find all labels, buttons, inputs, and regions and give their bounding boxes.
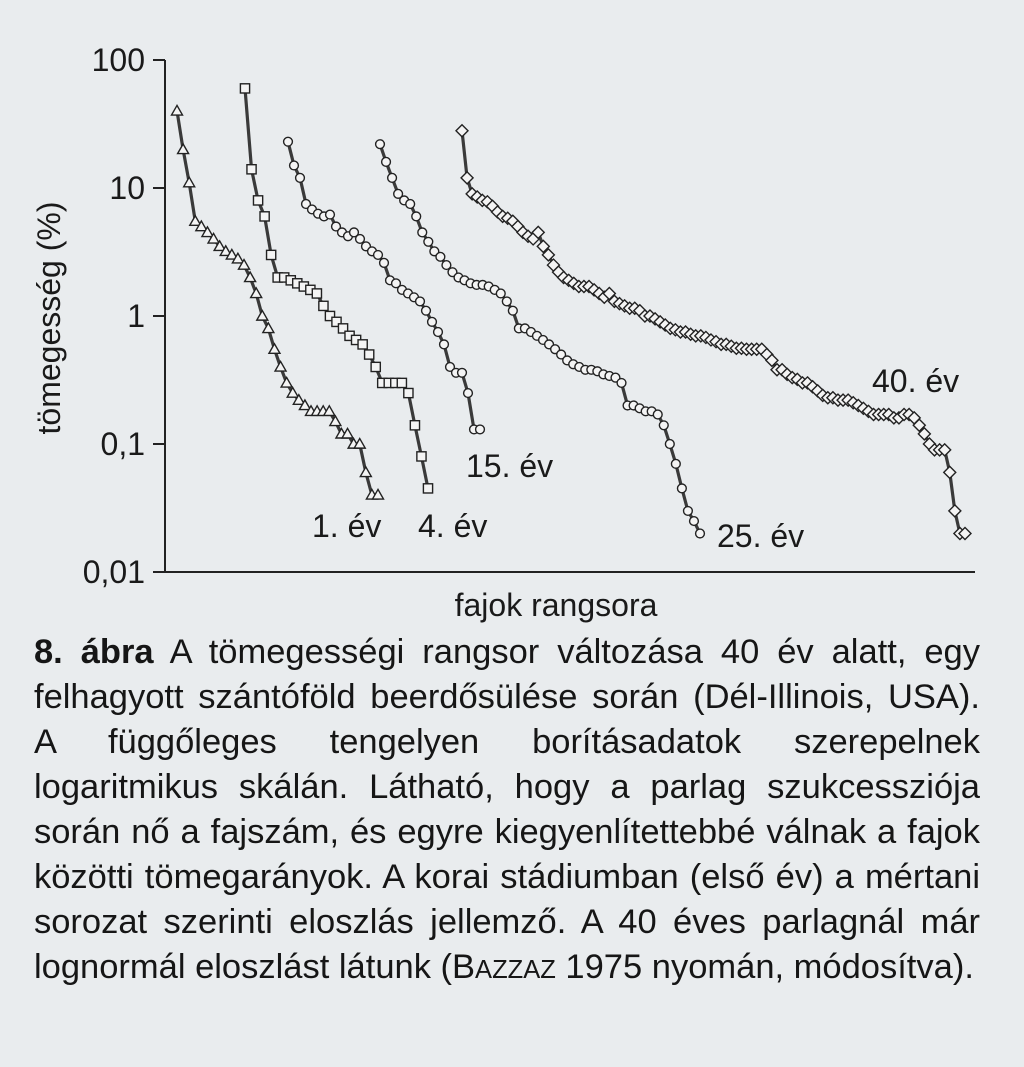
circle-marker <box>458 368 467 377</box>
circle-marker <box>665 440 674 449</box>
circle-marker <box>388 173 397 182</box>
y-tick-label: 100 <box>91 42 145 78</box>
square-marker <box>410 421 419 430</box>
circle-marker <box>380 258 389 267</box>
triangle-marker <box>360 467 371 477</box>
series-label: 40. év <box>872 363 960 399</box>
y-tick-label: 0,1 <box>100 426 145 462</box>
square-marker <box>423 484 432 493</box>
circle-marker <box>326 210 335 219</box>
series-group <box>172 84 972 540</box>
triangle-marker <box>251 288 262 298</box>
series-label: 25. év <box>717 518 805 554</box>
triangle-marker <box>184 177 195 187</box>
circle-marker <box>284 137 293 146</box>
circle-marker <box>617 379 626 388</box>
circle-marker <box>374 251 383 260</box>
square-marker <box>319 301 328 310</box>
figure-caption <box>34 630 980 993</box>
y-tick-label: 10 <box>109 170 145 206</box>
square-marker <box>365 350 374 359</box>
circle-marker <box>508 306 517 315</box>
square-marker <box>253 196 262 205</box>
circle-marker <box>412 212 421 221</box>
series-label: 15. év <box>466 448 554 484</box>
square-marker <box>417 452 426 461</box>
circle-marker <box>690 517 699 526</box>
circle-marker <box>418 228 427 237</box>
circle-marker <box>290 161 299 170</box>
circle-marker <box>476 425 485 434</box>
circle-marker <box>416 297 425 306</box>
square-marker <box>247 165 256 174</box>
y-tick-label: 0,01 <box>82 554 145 590</box>
y-axis-label: tömegesség (%) <box>31 201 67 435</box>
circle-marker <box>296 173 305 182</box>
circle-marker <box>684 507 693 516</box>
square-marker <box>312 289 321 298</box>
triangle-marker <box>178 144 189 154</box>
circle-marker <box>428 317 437 326</box>
circle-marker <box>496 289 505 298</box>
circle-marker <box>436 252 445 261</box>
diamond-marker <box>949 505 961 517</box>
triangle-marker <box>275 361 286 371</box>
caption-text-2: 1975 nyomán, módosítva). <box>555 948 974 986</box>
circle-marker <box>440 340 449 349</box>
triangle-marker <box>172 105 183 115</box>
circle-marker <box>653 410 662 419</box>
circle-marker <box>422 306 431 315</box>
caption-author-rest: AZZAZ <box>475 956 556 984</box>
circle-marker <box>424 237 433 246</box>
square-marker <box>358 340 367 349</box>
circle-marker <box>659 421 668 430</box>
diamond-marker <box>944 466 956 478</box>
x-axis-label: fajok rangsora <box>454 587 658 623</box>
axes <box>153 60 975 572</box>
square-marker <box>371 362 380 371</box>
tick-labels <box>83 42 145 590</box>
circle-marker <box>464 389 473 398</box>
triangle-marker <box>281 377 292 387</box>
triangle-marker <box>257 311 268 321</box>
square-marker <box>260 212 269 221</box>
circle-marker <box>356 235 365 244</box>
circle-marker <box>376 140 385 149</box>
square-marker <box>397 378 406 387</box>
circle-marker <box>696 529 705 538</box>
series-label: 1. év <box>312 508 382 544</box>
circle-marker <box>502 297 511 306</box>
diamond-marker <box>461 172 473 184</box>
square-marker <box>267 250 276 259</box>
caption-text-1: A tömegességi rangsor változása 40 év alatt, egy felhagyott szántóföld beerdősülése során (Dél-Illinois, USA). A függőleges tengelyen borításadatok szerepelnek logaritmikus skálán. Látható, hogy a parlag szukcessziója során nő a fajszám, és egyre kiegyenlítettebbé válnak a fajok közötti tömegarányok. A korai stádiumban (első év) a mértani sorozat szerinti eloszlás jellemző. A 40 éves parlagnál már lognormál eloszlást látunk ( <box>34 633 980 986</box>
triangle-marker <box>263 323 274 333</box>
square-marker <box>240 84 249 93</box>
circle-marker <box>434 328 443 337</box>
diamond-marker <box>456 125 468 137</box>
series-label: 4. év <box>418 508 488 544</box>
y-tick-label: 1 <box>127 298 145 334</box>
figure-number: 8. ábra <box>34 633 154 671</box>
circle-marker <box>677 484 686 493</box>
triangle-marker <box>269 344 280 354</box>
circle-marker <box>382 157 391 166</box>
circle-marker <box>671 459 680 468</box>
square-marker <box>404 388 413 397</box>
caption-author-initial: B <box>452 948 476 986</box>
series-1 <box>172 105 384 499</box>
triangle-marker <box>245 272 256 282</box>
circle-marker <box>406 200 415 209</box>
